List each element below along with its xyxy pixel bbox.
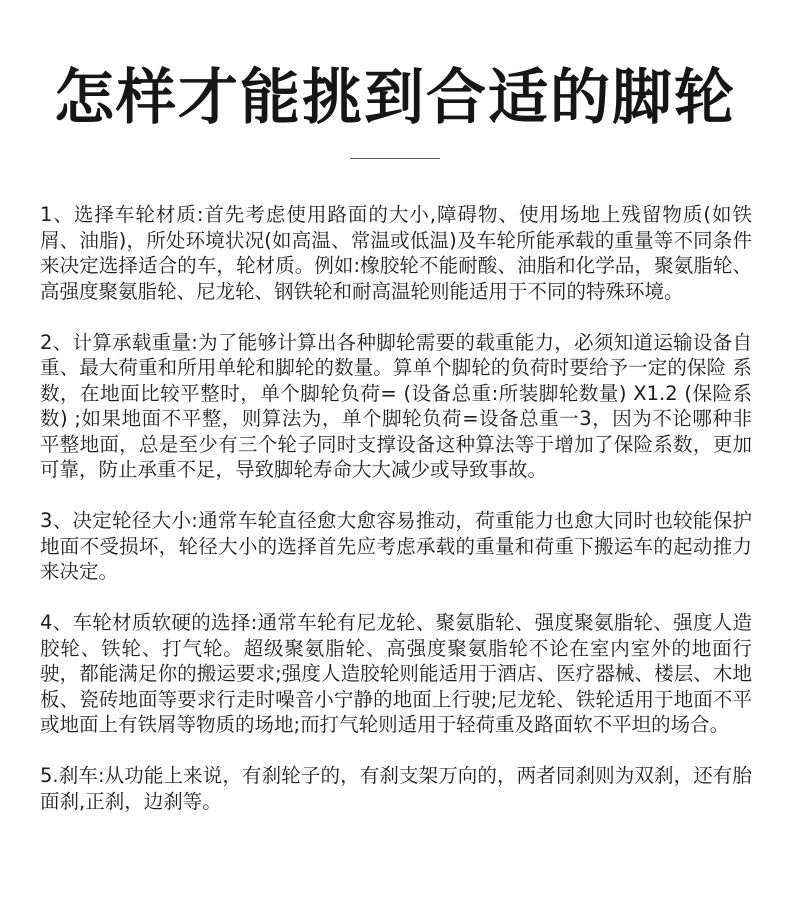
- paragraph-brake: 5.刹车:从功能上来说，有刹轮子的，有刹支架万向的，两者同刹则为双刹，还有胎面刹,正刹，边刹等。: [40, 764, 752, 813]
- title-divider: [350, 158, 440, 159]
- paragraph-wheel-diameter: 3、决定轮径大小:通常车轮直径愈大愈容易推动，荷重能力也愈大同时也较能保护地面不受损坏，轮径大小的选择首先应考虑承载的重量和荷重下搬运车的起动推力来决定。: [40, 509, 752, 583]
- paragraph-load-capacity: 2、计算承载重量:为了能够计算出各种脚轮需要的载重能力，必须知道运输设备自重、最大荷重和所用单轮和脚轮的数量。算单个脚轮的负荷时要给予一定的保险 系数，在地面比较平整时，单个脚轮负荷= (设备总重:所装脚轮数量) X1.2 (保险系数) ;如果地面不平整，则算法为，单个脚轮负荷=设备总重一3，因为不论哪种非平整地面，总是至少有三个轮子同时支撑设备这种算法等于增加了保险系数，更加可靠，防止承重不足，导致脚轮寿命大大减少或导致事故。: [40, 330, 752, 481]
- paragraph-material-hardness: 4、车轮材质软硬的选择:通常车轮有尼龙轮、聚氨脂轮、强度聚氨脂轮、强度人造胶轮、铁轮、打气轮。超级聚氨脂轮、高强度聚氨脂轮不论在室内室外的地面行驶，都能满足你的搬运要求;强度人造胶轮则能适用于酒店、医疗器械、楼层、木地板、瓷砖地面等要求行走时噪音小宁静的地面上行驶;尼龙轮、铁轮适用于地面不平或地面上有铁屑等物质的场地;而打气轮则适用于轻荷重及路面软不平坦的场合。: [40, 611, 752, 736]
- article-body: [40, 202, 752, 840]
- page-title: 怎样才能挑到合适的脚轮: [54, 63, 736, 133]
- paragraph-wheel-material: 1、选择车轮材质:首先考虑使用路面的大小,障碍物、使用场地上残留物质(如铁屑、油脂)，所处环境状况(如高温、常温或低温)及车轮所能承载的重量等不同条件来决定选择适合的车，轮材质。例如:橡胶轮不能耐酸、油脂和化学品，聚氨脂轮、高强度聚氨脂轮、尼龙轮、钢铁轮和耐高温轮则能适用于不同的特殊环境。: [40, 203, 752, 303]
